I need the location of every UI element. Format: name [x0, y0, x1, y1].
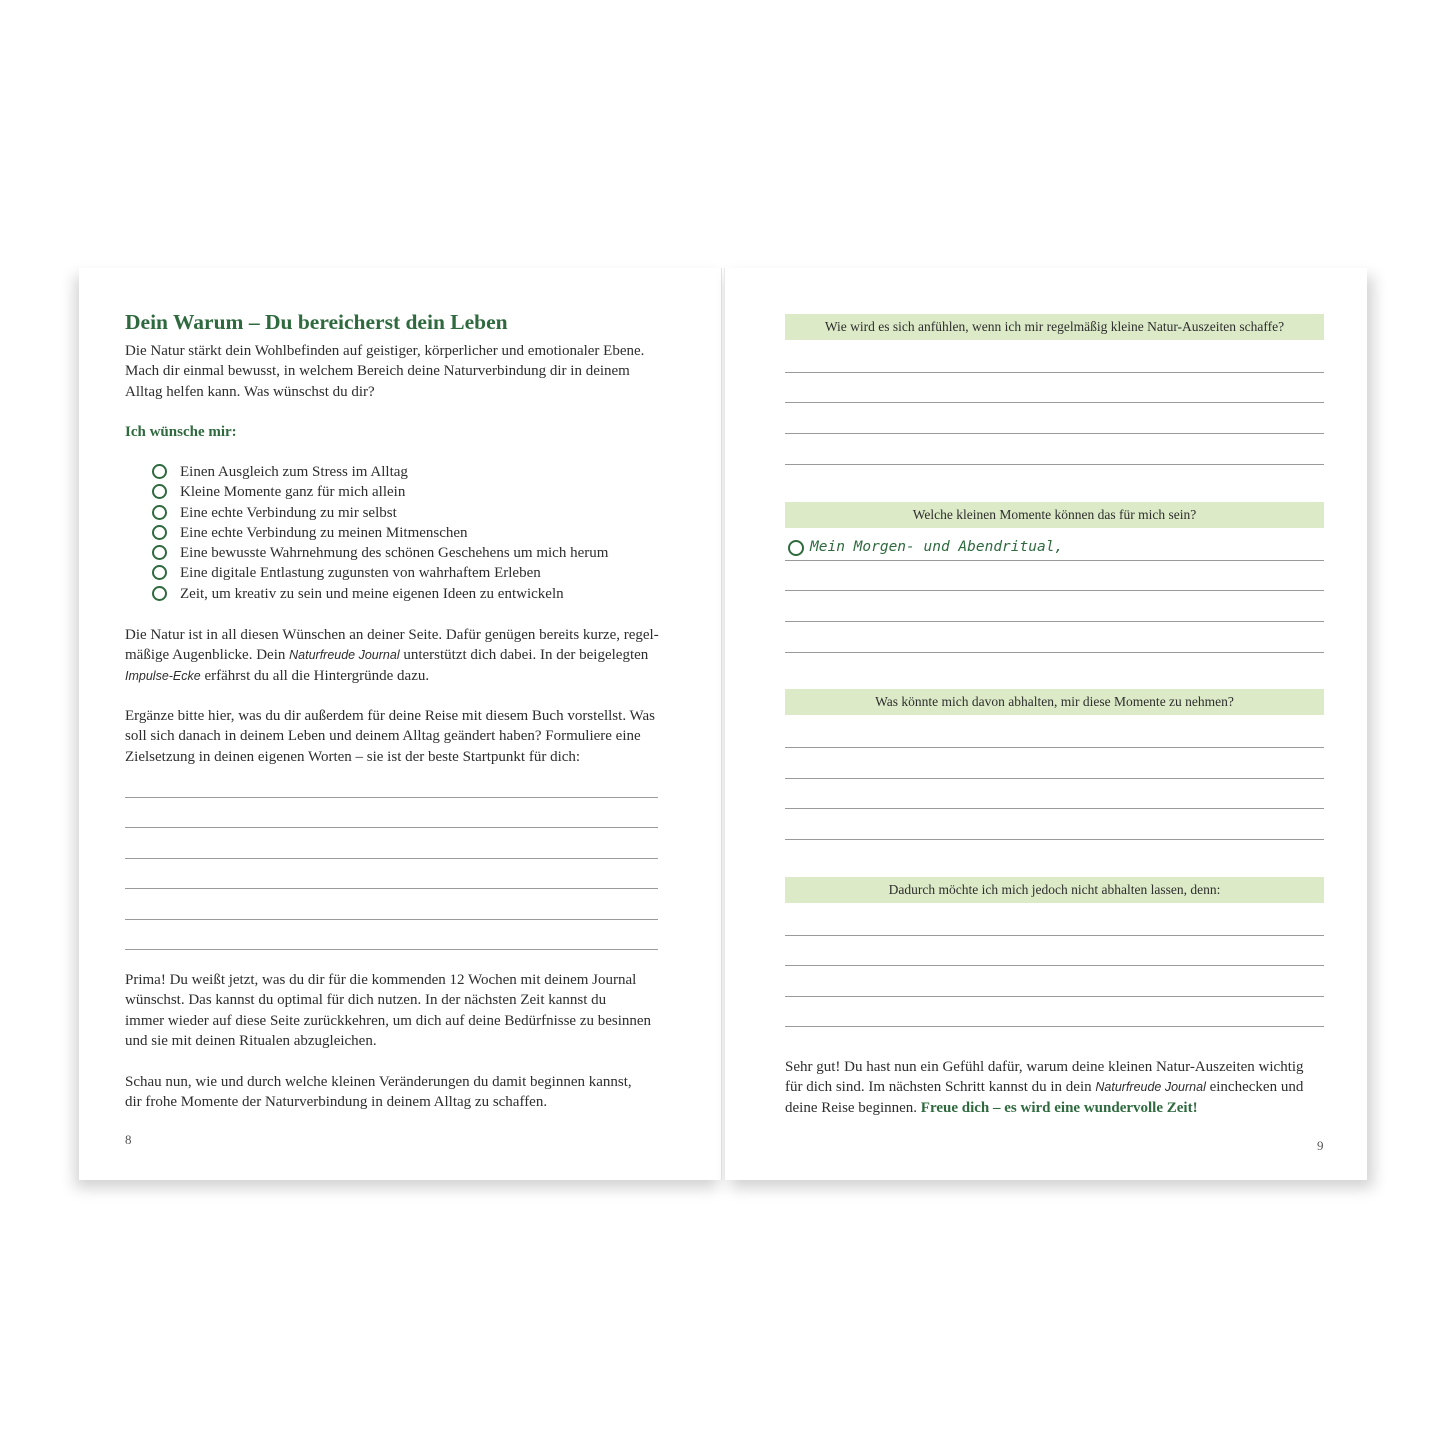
checkbox-circle-icon[interactable] — [152, 545, 167, 560]
writing-line[interactable] — [125, 827, 658, 828]
intro-line: Mach dir einmal bewusst, in welchem Bereich deine Naturverbindung dir in deinem — [125, 363, 630, 380]
intro-line: Die Natur stärkt dein Wohlbefinden auf geistiger, körperlicher und emotionaler Ebene. — [125, 343, 645, 359]
handwritten-entry: Mein Morgen- und Abendritual, — [810, 539, 1064, 555]
question-bar: Wie wird es sich anfühlen, wenn ich mir regelmäßig kleine Natur-Auszeiten schaffe? — [785, 314, 1324, 340]
writing-line[interactable] — [785, 464, 1324, 465]
writing-line[interactable] — [785, 1026, 1324, 1027]
writing-line[interactable] — [785, 808, 1324, 809]
wish-item[interactable]: Zeit, um kreativ zu sein und meine eigenen Ideen zu entwickeln — [152, 584, 608, 604]
page-title: Dein Warum – Du bereicherst dein Leben — [125, 310, 508, 334]
closing-highlight: Freue dich – es wird eine wundervolle Zeit! — [920, 1099, 1198, 1116]
writing-line[interactable] — [785, 778, 1324, 779]
writing-line[interactable] — [785, 372, 1324, 373]
checkbox-circle-icon[interactable] — [152, 505, 167, 520]
wish-item[interactable]: Einen Ausgleich zum Stress im Alltag — [152, 462, 608, 482]
writing-line[interactable] — [785, 839, 1324, 840]
checkbox-circle-icon[interactable] — [152, 464, 167, 479]
writing-line[interactable] — [785, 747, 1324, 748]
next-step-paragraph: Schau nun, wie und durch welche kleinen Veränderungen du damit beginnen kannst, dir frohe Momente der Naturverbindung in deinem Alltag zu schaffen. — [125, 1074, 632, 1111]
checkbox-circle-icon[interactable] — [152, 586, 167, 601]
wish-item[interactable]: Eine bewusste Wahrnehmung des schönen Geschehens um mich herum — [152, 543, 608, 563]
writing-line[interactable] — [785, 560, 1324, 561]
question-bar: Dadurch möchte ich mich jedoch nicht abhalten lassen, denn: — [785, 877, 1324, 903]
writing-line[interactable] — [785, 652, 1324, 653]
impulse-corner-name: Impulse-Ecke — [125, 668, 201, 683]
summary-paragraph: Prima! Du weißt jetzt, was du dir für die kommenden 12 Wochen mit deinem Journal wünschst. Das kannst du optimal für dich nutzen. In der nächsten Zeit kannst du immer wieder auf diese Seite zurückkehren, um dich auf deine Bedürfnisse zu besinnen und sie mit deinen Ritualen abzugleichen. — [125, 972, 652, 1049]
writing-line[interactable] — [125, 919, 658, 920]
wish-item[interactable]: Eine echte Verbindung zu meinen Mitmenschen — [152, 523, 608, 543]
question-bar: Was könnte mich davon abhalten, mir diese Momente zu nehmen? — [785, 689, 1324, 715]
goal-prompt-paragraph: Ergänze bitte hier, was du dir außerdem für deine Reise mit diesem Buch vorstellst. Was soll sich danach in deinem Leben und deinem Alltag geändert haben? Formuliere eine Zielsetzung in deinen eigenen Worten – sie ist der beste Startpunkt für dich: — [125, 708, 655, 765]
writing-line[interactable] — [785, 621, 1324, 622]
writing-line[interactable] — [785, 590, 1324, 591]
writing-line[interactable] — [785, 433, 1324, 434]
intro-paragraph — [125, 341, 644, 402]
wish-checklist — [152, 462, 608, 604]
wish-item[interactable]: Kleine Momente ganz für mich allein — [152, 482, 608, 502]
writing-line[interactable] — [785, 965, 1324, 966]
checkbox-circle-icon[interactable] — [152, 565, 167, 580]
page-number: 8 — [125, 1132, 132, 1147]
checkbox-circle-icon[interactable] — [152, 525, 167, 540]
wish-heading: Ich wünsche mir: — [125, 424, 237, 440]
right-page — [724, 268, 1367, 1180]
left-page — [79, 268, 722, 1180]
writing-line[interactable] — [125, 858, 658, 859]
writing-line[interactable] — [785, 402, 1324, 403]
checkbox-circle-icon[interactable] — [788, 540, 804, 556]
writing-line[interactable] — [125, 797, 658, 798]
writing-line[interactable] — [785, 996, 1324, 997]
closing-paragraph: Sehr gut! Du hast nun ein Gefühl dafür, warum deine kleinen Natur-Auszeiten wichtig für dich sind. Im nächsten Schritt kannst du in dein Naturfreude Journal einchecken und deine Reise beginnen. Freue dich – es wird eine wundervolle Zeit! — [785, 1059, 1304, 1116]
journal-name: Naturfreude Journal — [289, 648, 400, 663]
journal-name: Naturfreude Journal — [1095, 1080, 1206, 1095]
page-number: 9 — [1317, 1138, 1324, 1153]
writing-line[interactable] — [125, 888, 658, 889]
writing-line[interactable] — [125, 949, 658, 950]
question-bar: Welche kleinen Momente können das für mich sein? — [785, 502, 1324, 528]
intro-line: Alltag helfen kann. Was wünschst du dir? — [125, 383, 375, 400]
wish-item[interactable]: Eine digitale Entlastung zugunsten von wahrhaftem Erleben — [152, 563, 608, 583]
nature-paragraph: Die Natur ist in all diesen Wünschen an deiner Seite. Dafür genügen bereits kurze, regel- mäßige Augenblicke. Dein Naturfreude Journal unterstützt dich dabei. In der beigelegten Impulse-Ecke erfährst du all die Hintergründe dazu. — [125, 627, 659, 684]
writing-line[interactable] — [785, 935, 1324, 936]
checkbox-circle-icon[interactable] — [152, 484, 167, 499]
wish-item[interactable]: Eine echte Verbindung zu mir selbst — [152, 503, 608, 523]
